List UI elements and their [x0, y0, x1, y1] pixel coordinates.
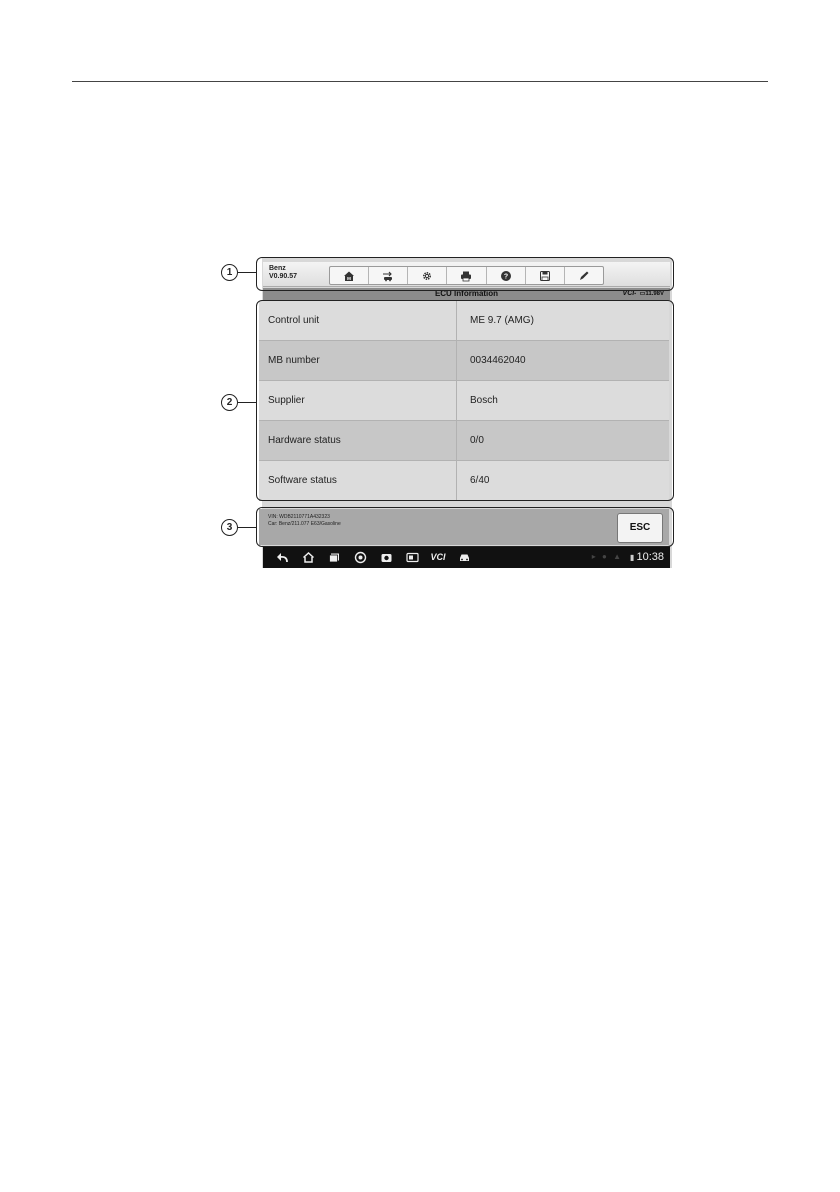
car-text: Car: Benz/211.077 E63/Gasoline: [268, 521, 341, 527]
camera-button[interactable]: [373, 546, 399, 568]
brand-version: V0.90.57: [269, 273, 298, 280]
home-nav-button[interactable]: [295, 546, 321, 568]
row-value: Bosch: [470, 395, 498, 406]
nav-icons: [269, 546, 477, 568]
svg-text:M: M: [347, 275, 351, 281]
recent-apps-icon: [328, 551, 341, 564]
callout-3-leader: [238, 527, 256, 528]
page-header-rule: [72, 81, 768, 82]
row-value: 0/0: [470, 435, 484, 446]
callout-2: 2: [221, 394, 238, 411]
row-label: Hardware status: [259, 421, 457, 460]
callout-2-leader: [238, 402, 256, 403]
vci-status: VCI▪: [622, 290, 636, 297]
battery-icon: ▮: [629, 553, 637, 562]
brand-name: Benz: [269, 265, 286, 272]
browser-button[interactable]: [347, 546, 373, 568]
row-label: Supplier: [259, 381, 457, 420]
svg-text:?: ?: [503, 273, 508, 281]
row-value: 0034462040: [470, 355, 526, 366]
row-label: Control unit: [259, 301, 457, 340]
row-label: MB number: [259, 341, 457, 380]
camera-icon: [380, 551, 393, 564]
recent-apps-button[interactable]: [321, 546, 347, 568]
screen-capture-button[interactable]: [399, 546, 425, 568]
vci-icon: VCI: [430, 552, 446, 562]
battery-voltage: ▭11.98V: [639, 291, 664, 297]
page-title: ECU Information: [434, 289, 499, 298]
vci-button[interactable]: [425, 546, 451, 568]
vehicle-button[interactable]: [451, 546, 477, 568]
row-label: Software status: [259, 461, 457, 500]
car-icon: [458, 551, 471, 564]
browser-icon: [354, 551, 367, 564]
back-button[interactable]: [269, 546, 295, 568]
clock: ▮ 10:38: [629, 551, 664, 563]
callout-1-leader: [238, 272, 256, 273]
screen-capture-icon: [406, 551, 419, 564]
callout-3: 3: [221, 519, 238, 536]
back-icon: [276, 551, 289, 564]
row-value: 6/40: [470, 475, 490, 486]
row-value: ME 9.7 (AMG): [470, 315, 534, 326]
home-icon: [302, 551, 315, 564]
status-icons: ▸ ● ▲: [591, 552, 623, 561]
callout-3-bracket: [256, 507, 674, 547]
callout-1: 1: [221, 264, 238, 281]
battery-icon: ▭: [639, 291, 646, 297]
system-nav-bar: [263, 546, 670, 568]
esc-button[interactable]: ESC: [617, 513, 663, 543]
callout-1-bracket: [256, 257, 674, 291]
callout-2-bracket: [256, 300, 674, 501]
vin-text: VIN: WDB2110771A432323: [268, 514, 330, 520]
